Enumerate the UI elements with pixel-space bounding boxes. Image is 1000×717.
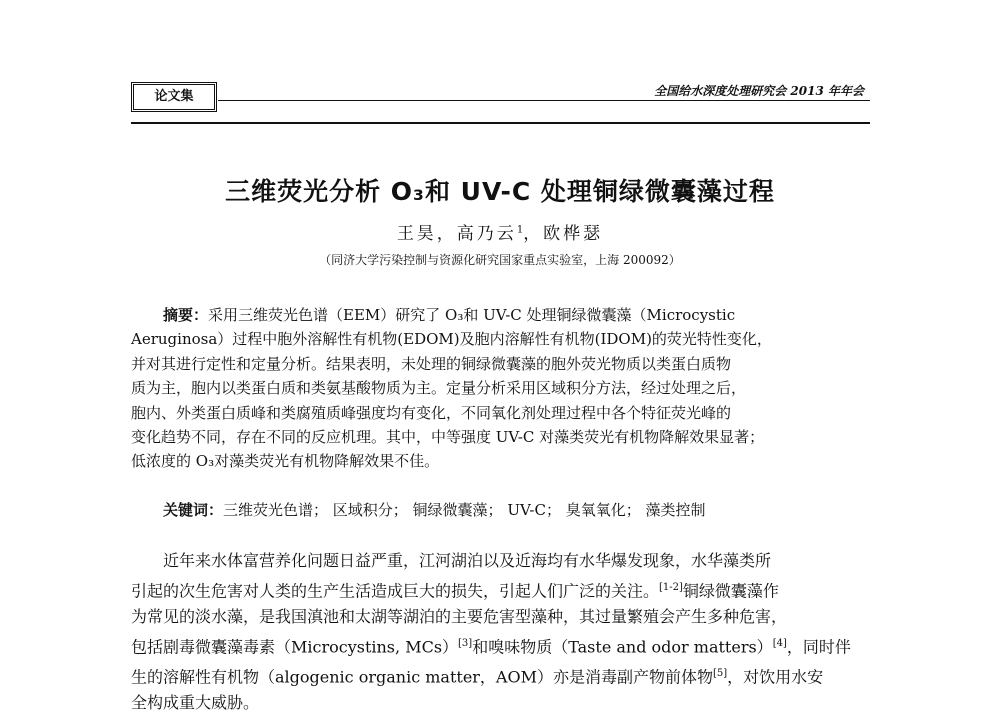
abstract-line: 质为主，胞内以类蛋白质和类氨基酸物质为主。定量分析采用区域积分方法，经过处理之后，: [131, 379, 747, 398]
authors-text: 王昊，高乃云: [396, 224, 517, 244]
abstract-line: 低浓度的 O₃对藻类荧光有机物降解效果不佳。: [131, 452, 440, 471]
citation: [4]: [772, 637, 787, 649]
paper-title: 三维荧光分析 O₃和 UV-C 处理铜绿微囊藻过程: [225, 177, 775, 206]
section-label-box: [131, 82, 217, 112]
keywords-label: 关键词：: [163, 501, 224, 519]
header-rule-top: [218, 100, 870, 101]
citation: [3]: [458, 637, 473, 649]
intro-line: 包括剧毒微囊藻毒素（Microcystins, MCs）[3]和嗅味物质（Taste and odor matters）[4]，同时伴: [131, 637, 851, 657]
abstract: [131, 303, 873, 474]
abstract-line: 摘要：采用三维荧光色谱（EEM）研究了 O₃和 UV-C 处理铜绿微囊藻（Microcystic: [163, 306, 736, 324]
conference-name: 全国给水深度处理研究会 2013 年年会: [654, 84, 864, 98]
author-affiliation-mark: 1: [516, 224, 524, 236]
intro-line: 引起的次生危害对人类的生产生活造成巨大的损失，引起人们广泛的关注。[1-2]铜绿微囊藻作: [131, 580, 779, 600]
intro-line: 生的溶解性有机物（algogenic organic matter，AOM）亦是消毒副产物前体物[5]，对饮用水安: [131, 666, 824, 686]
abstract-line: 胞内、外类蛋白质峰和类腐殖质峰强度均有变化，不同氧化剂处理过程中各个特征荧光峰的: [131, 403, 732, 422]
abstract-label: 摘要：: [163, 306, 209, 324]
intro-line: 全构成重大威胁。: [131, 693, 260, 713]
authors: [0, 219, 1000, 244]
introduction: [131, 548, 873, 717]
keywords-text: 三维荧光色谱； 区域积分； 铜绿微囊藻； UV-C； 臭氧氧化； 藻类控制: [223, 501, 706, 519]
intro-line: 为常见的淡水藻，是我国滇池和太湖等湖泊的主要危害型藻种，其过量繁殖会产生多种危害，: [131, 607, 788, 627]
authors-tail: ，欧桦瑟: [523, 224, 604, 244]
intro-line: 近年来水体富营养化问题日益严重，江河湖泊以及近海均有水华爆发现象，水华藻类所: [163, 551, 772, 570]
citation: [1-2]: [659, 581, 683, 593]
abstract-line: 变化趋势不同，存在不同的反应机理。其中，中等强度 UV-C 对藻类荧光有机物降解效果显著；: [131, 428, 765, 447]
citation: [5]: [713, 667, 728, 679]
abstract-line: 并对其进行定性和定量分析。结果表明，未处理的铜绿微囊藻的胞外荧光物质以类蛋白质物: [131, 354, 732, 373]
header-rule-bottom: [131, 122, 870, 124]
section-label: 论文集: [154, 89, 194, 104]
keywords: [131, 498, 905, 522]
abstract-line: Aeruginosa）过程中胞外溶解性有机物(EDOM)及胞内溶解性有机物(IDOM)的荧光特性变化，: [131, 330, 772, 349]
affiliation: （同济大学污染控制与资源化研究国家重点实验室，上海 200092）: [319, 253, 681, 267]
